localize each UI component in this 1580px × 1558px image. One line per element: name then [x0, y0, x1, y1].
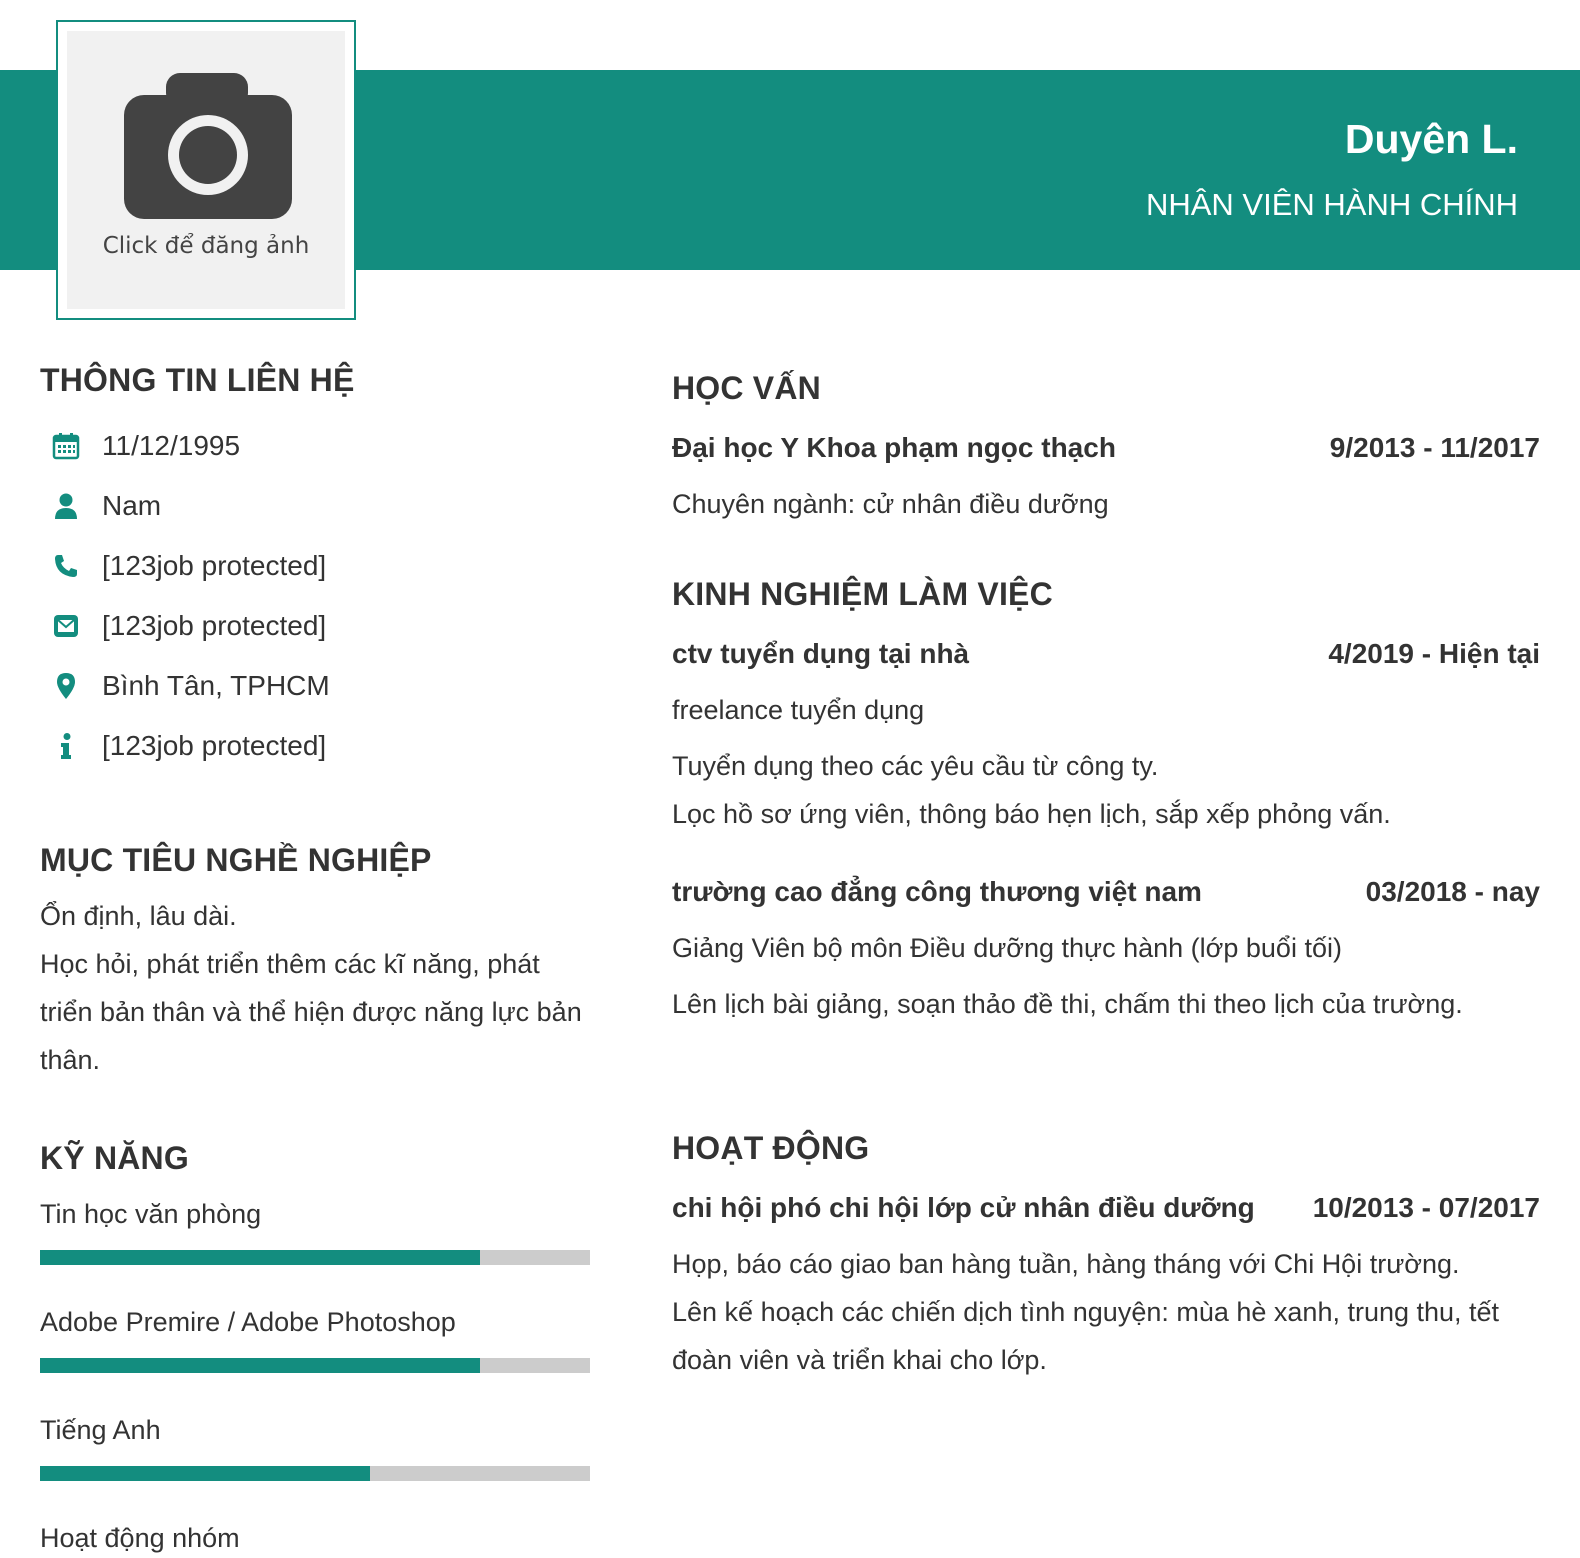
contact-gender: Nam: [102, 490, 162, 521]
entry-header: [672, 634, 1540, 674]
calendar-icon: [38, 416, 94, 476]
objective-line: Ổn định, lâu dài.: [40, 901, 237, 931]
skill-name: Adobe Premire / Adobe Photoshop: [40, 1307, 456, 1337]
envelope-icon: [38, 596, 94, 656]
activity-detail: Họp, báo cáo giao ban hàng tuần, hàng tháng với Chi Hội trường.: [672, 1249, 1460, 1279]
candidate-name: Duyên L.: [1344, 116, 1518, 162]
education-entry: [672, 428, 1540, 528]
experience-role: Giảng Viên bộ môn Điều dưỡng thực hành (lớp buổi tối): [672, 933, 1342, 963]
skill-bar: [40, 1466, 590, 1481]
contact-item-info: [40, 716, 590, 776]
right-column: [672, 368, 1540, 1384]
camera-icon: [124, 73, 292, 219]
map-marker-icon: [38, 656, 94, 716]
entry-header: [672, 1188, 1540, 1228]
left-column: [40, 360, 590, 1558]
education-major: Chuyên ngành: cử nhân điều dưỡng: [672, 489, 1109, 519]
experience-heading: KINH NGHIỆM LÀM VIỆC: [672, 576, 1053, 612]
experience-detail: Tuyển dụng theo các yêu cầu từ công ty.: [672, 751, 1159, 781]
contact-phone: [123job protected]: [102, 550, 327, 581]
skills-section: [40, 1138, 590, 1558]
activity-role: chi hội phó chi hội lớp cử nhân điều dưỡng: [672, 1192, 1255, 1223]
experience-role: freelance tuyển dụng: [672, 695, 925, 725]
contact-email: [123job protected]: [102, 610, 327, 641]
experience-detail: Lọc hồ sơ ứng viên, thông báo hẹn lịch, sắp xếp phỏng vấn.: [672, 799, 1391, 829]
skill-name: Tiếng Anh: [40, 1415, 161, 1445]
objective-line: Học hỏi, phát triển thêm các kĩ năng, phát triển bản thân và thể hiện được năng lực bản thân.: [40, 949, 582, 1075]
contact-item-email: [40, 596, 590, 656]
education-date: 9/2013 - 11/2017: [1329, 432, 1540, 463]
skill-name: Hoạt động nhóm: [40, 1523, 240, 1553]
skills-list: [40, 1194, 590, 1558]
contact-item-gender: [40, 476, 590, 536]
activity-detail: Lên kế hoạch các chiến dịch tình nguyện: mùa hè xanh, trung thu, tết đoàn viên và triển khai cho lớp.: [672, 1297, 1500, 1375]
photo-placeholder: [67, 31, 345, 309]
experience-entry: [672, 634, 1540, 838]
user-icon: [38, 476, 94, 536]
experience-entry: [672, 872, 1540, 1028]
skill-bar: [40, 1358, 590, 1373]
entry-header: [672, 872, 1540, 912]
experience-date: 4/2019 - Hiện tại: [1328, 638, 1540, 669]
activity-date: 10/2013 - 07/2017: [1312, 1192, 1540, 1223]
skill-item: [40, 1518, 590, 1558]
candidate-title: NHÂN VIÊN HÀNH CHÍNH: [1145, 187, 1518, 222]
skills-heading: KỸ NĂNG: [40, 1140, 189, 1176]
photo-upload-button[interactable]: [56, 20, 356, 320]
contact-item-birthday: [40, 416, 590, 476]
objective-section: [40, 840, 590, 1084]
objective-heading: MỤC TIÊU NGHỀ NGHIỆP: [40, 842, 432, 878]
photo-upload-label: Click để đăng ảnh: [102, 233, 310, 259]
contact-section: [40, 360, 590, 776]
contact-item-address: [40, 656, 590, 716]
entry-header: [672, 428, 1540, 468]
contact-heading: THÔNG TIN LIÊN HỆ: [40, 362, 355, 398]
experience-company: trường cao đẳng công thương việt nam: [672, 876, 1202, 907]
education-school: Đại học Y Khoa phạm ngọc thạch: [672, 432, 1116, 463]
objective-text: [40, 892, 590, 1084]
contact-item-phone: [40, 536, 590, 596]
skill-item: [40, 1194, 590, 1265]
experience-detail: Lên lịch bài giảng, soạn thảo đề thi, chấm thi theo lịch của trường.: [672, 989, 1463, 1019]
info-icon: [38, 716, 94, 776]
phone-icon: [38, 536, 94, 596]
contact-birthday: 11/12/1995: [102, 430, 241, 461]
contact-address: Bình Tân, TPHCM: [102, 670, 330, 701]
education-heading: HỌC VẤN: [672, 370, 821, 406]
skill-bar-fill: [40, 1466, 370, 1481]
activity-entry: [672, 1188, 1540, 1384]
contact-info: [123job protected]: [102, 730, 327, 761]
skill-item: [40, 1410, 590, 1481]
contact-list: [40, 416, 590, 776]
skill-bar: [40, 1250, 590, 1265]
activities-heading: HOẠT ĐỘNG: [672, 1130, 870, 1166]
experience-date: 03/2018 - nay: [1365, 876, 1540, 907]
experience-company: ctv tuyển dụng tại nhà: [672, 638, 970, 669]
education-section: [672, 368, 1540, 528]
skill-name: Tin học văn phòng: [40, 1199, 262, 1229]
skill-bar-fill: [40, 1250, 480, 1265]
skill-item: [40, 1302, 590, 1373]
experience-section: [672, 574, 1540, 1028]
skill-bar-fill: [40, 1358, 480, 1373]
activities-section: [672, 1128, 1540, 1384]
